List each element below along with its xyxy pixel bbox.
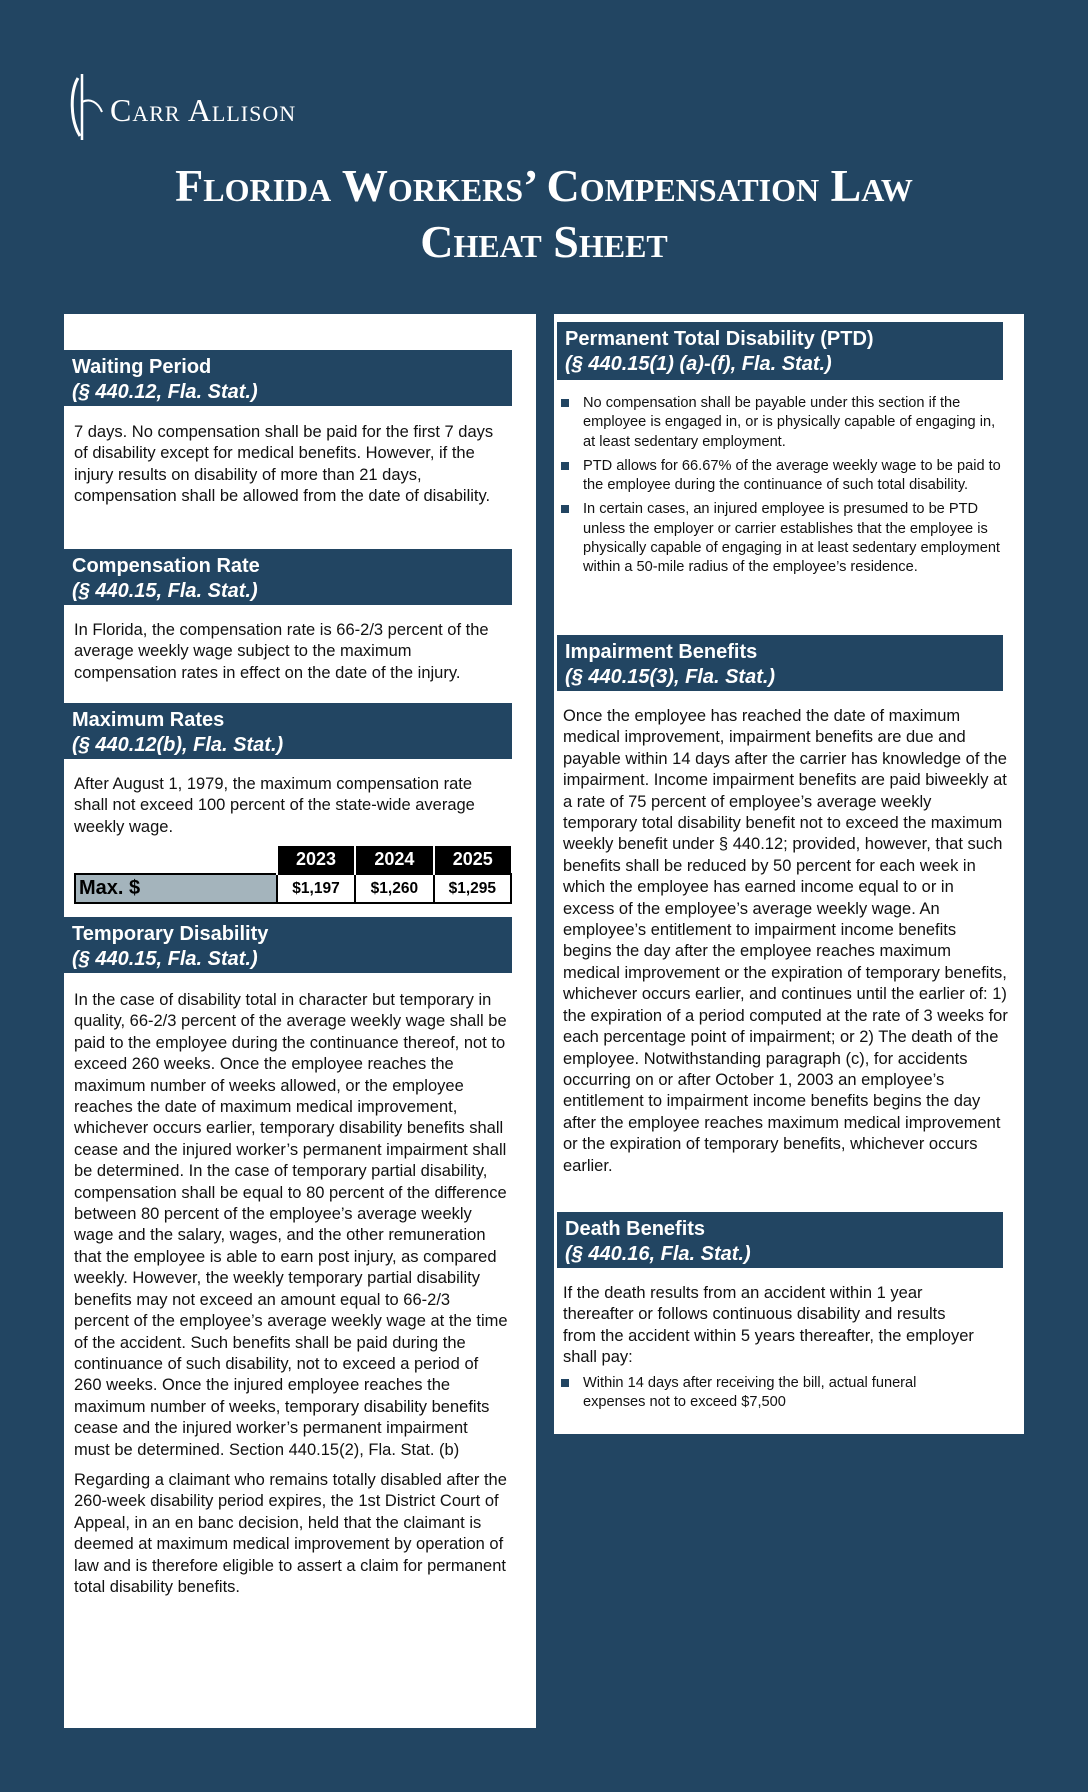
waiting-period-text: 7 days. No compensation shall be paid for the first 7 days of disability except for medical benefits. However, if the injury results on disability of more than 21 days, compensation shall be allowed from the date of disability. — [74, 423, 494, 506]
section-citation: (§ 440.16, Fla. Stat.) — [565, 1243, 751, 1265]
value-2023: $1,197 — [277, 874, 355, 903]
temporary-disability-text — [74, 990, 508, 1607]
list-item: Within 14 days after receiving the bill, actual funeral expenses not to exceed $7,500 — [561, 1374, 981, 1413]
bullet-square-icon — [561, 399, 569, 407]
impairment-header — [557, 635, 1003, 691]
maximum-rates-header — [64, 703, 512, 759]
section-heading: Impairment Benefits — [565, 641, 758, 663]
paragraph: In the case of disability total in character but temporary in quality, 66-2/3 percent of the average weekly wage shall be paid to the employee during the continuance thereof, not to exceed 260 weeks. Once the employee reaches the maximum number of weeks allowed, or the employee reaches the date of maximum medical improvement, whichever occurs earlier, temporary disability benefits shall cease and the injured worker’s permanent impairment shall be determined. In the case of temporary partial disability, compensation shall be equal to 80 percent of the difference between 80 percent of the employee’s average weekly wage and the salary, wages, and the other remuneration that the employee is able to earn post injury, as compared weekly. However, the weekly temporary partial disability benefits may not exceed an amount equal to 66-2/3 percent of the employee’s average weekly wage at the time of the accident. Such benefits shall be paid during the continuance of such disability, not to exceed a period of 260 weeks. Once the injured employee reaches the maximum number of weeks, temporary disability benefits cease and the injured worker’s permanent impairment must be determined. Section 440.15(2), Fla. Stat. (b) — [74, 991, 508, 1459]
right-column — [554, 314, 1024, 1434]
section-citation: (§ 440.12(b), Fla. Stat.) — [72, 734, 284, 756]
section-citation: (§ 440.12, Fla. Stat.) — [72, 381, 258, 403]
bullet-square-icon — [561, 462, 569, 470]
max-rates-table — [74, 846, 512, 904]
bullet-square-icon — [561, 505, 569, 513]
section-citation: (§ 440.15, Fla. Stat.) — [72, 580, 258, 602]
section-citation: (§ 440.15, Fla. Stat.) — [72, 948, 258, 970]
value-2024: $1,260 — [355, 874, 433, 903]
table-header-row — [75, 846, 511, 874]
title-line-1: Florida Workers’ Compensation Law — [175, 160, 913, 211]
logo-mark-icon — [68, 72, 108, 142]
section-heading: Permanent Total Disability (PTD) — [565, 328, 874, 350]
section-heading: Death Benefits — [565, 1218, 706, 1240]
value-2025: $1,295 — [434, 874, 511, 903]
year-2023: 2023 — [277, 846, 355, 874]
list-item: PTD allows for 66.67% of the average weekly wage to be paid to the employee during the continuance of such total disability. — [561, 457, 1006, 496]
section-heading: Temporary Disability — [72, 923, 269, 945]
compensation-rate-text: In Florida, the compensation rate is 66-2/3 percent of the average weekly wage subject to the maximum compensation rates in effect on the date of the injury. — [74, 621, 489, 682]
row-label: Max. $ — [75, 874, 277, 903]
page-title — [0, 158, 1088, 270]
maximum-rates-text: After August 1, 1979, the maximum compensation rate shall not exceed 100 percent of the state-wide average weekly wage. — [74, 775, 475, 836]
paragraph: Regarding a claimant who remains totally disabled after the 260-week disability period expires, the 1st District Court of Appeal, in an en banc decision, held that the claimant is deemed at maximum medical improvement by operation of law and is therefore eligible to assert a claim for permanent total disability benefits. — [74, 1470, 507, 1596]
bullet-square-icon — [561, 1379, 569, 1387]
list-item: No compensation shall be payable under this section if the employee is engaged in, or is physically capable of engaging in, at least sedentary employment. — [561, 394, 1006, 452]
brand-name: Carr Allison — [110, 92, 297, 128]
section-citation: (§ 440.15(1) (a)-(f), Fla. Stat.) — [565, 353, 832, 375]
year-2025: 2025 — [434, 846, 511, 874]
ptd-header — [557, 322, 1003, 380]
year-2024: 2024 — [355, 846, 433, 874]
death-benefits-header — [557, 1212, 1003, 1268]
death-bullet-list — [561, 1374, 981, 1418]
section-heading: Waiting Period — [72, 356, 212, 378]
section-citation: (§ 440.15(3), Fla. Stat.) — [565, 666, 776, 688]
waiting-period-header — [64, 350, 512, 406]
table-row — [75, 874, 511, 903]
ptd-bullet-list — [561, 394, 1006, 583]
list-item: In certain cases, an injured employee is presumed to be PTD unless the employer or carrier establishes that the employee is physically capable of engaging in at least sedentary employment within a 50-mile radius of the employee’s residence. — [561, 500, 1006, 577]
table-corner — [75, 846, 277, 874]
section-heading: Maximum Rates — [72, 709, 225, 731]
impairment-text: Once the employee has reached the date of maximum medical improvement, impairment benefits are due and payable within 14 days after the carrier has knowledge of the impairment. Income impairment benefits are paid biweekly at a rate of 75 percent of employee’s average weekly temporary total disability benefit not to exceed the maximum weekly benefit under § 440.12; provided, however, that such benefits shall be reduced by 50 percent for each week in which the employee has earned income equal to or in excess of the employee’s average weekly wage. An employee’s entitlement to impairment income benefits begins the day after the employee reaches maximum medical improvement or the expiration of temporary benefits, whichever occurs earlier, and continues until the earlier of: 1) the expiration of a period computed at the rate of 3 weeks for each percentage point of impairment; or 2) The death of the employee. Notwithstanding paragraph (c), for accidents occurring on or after October 1, 2003 an employee’s entitlement to impairment income benefits begins the day after the employee reaches maximum medical improvement or the expiration of temporary benefits, whichever occurs earlier. — [563, 707, 1008, 1175]
title-line-2: Cheat Sheet — [420, 216, 668, 267]
section-heading: Compensation Rate — [72, 555, 260, 577]
temporary-disability-header — [64, 917, 512, 973]
compensation-rate-header — [64, 549, 512, 605]
death-benefits-text: If the death results from an accident within 1 year thereafter or follows continuous disability and results from the accident within 5 years thereafter, the employer shall pay: — [563, 1284, 974, 1367]
left-column — [64, 314, 536, 1728]
